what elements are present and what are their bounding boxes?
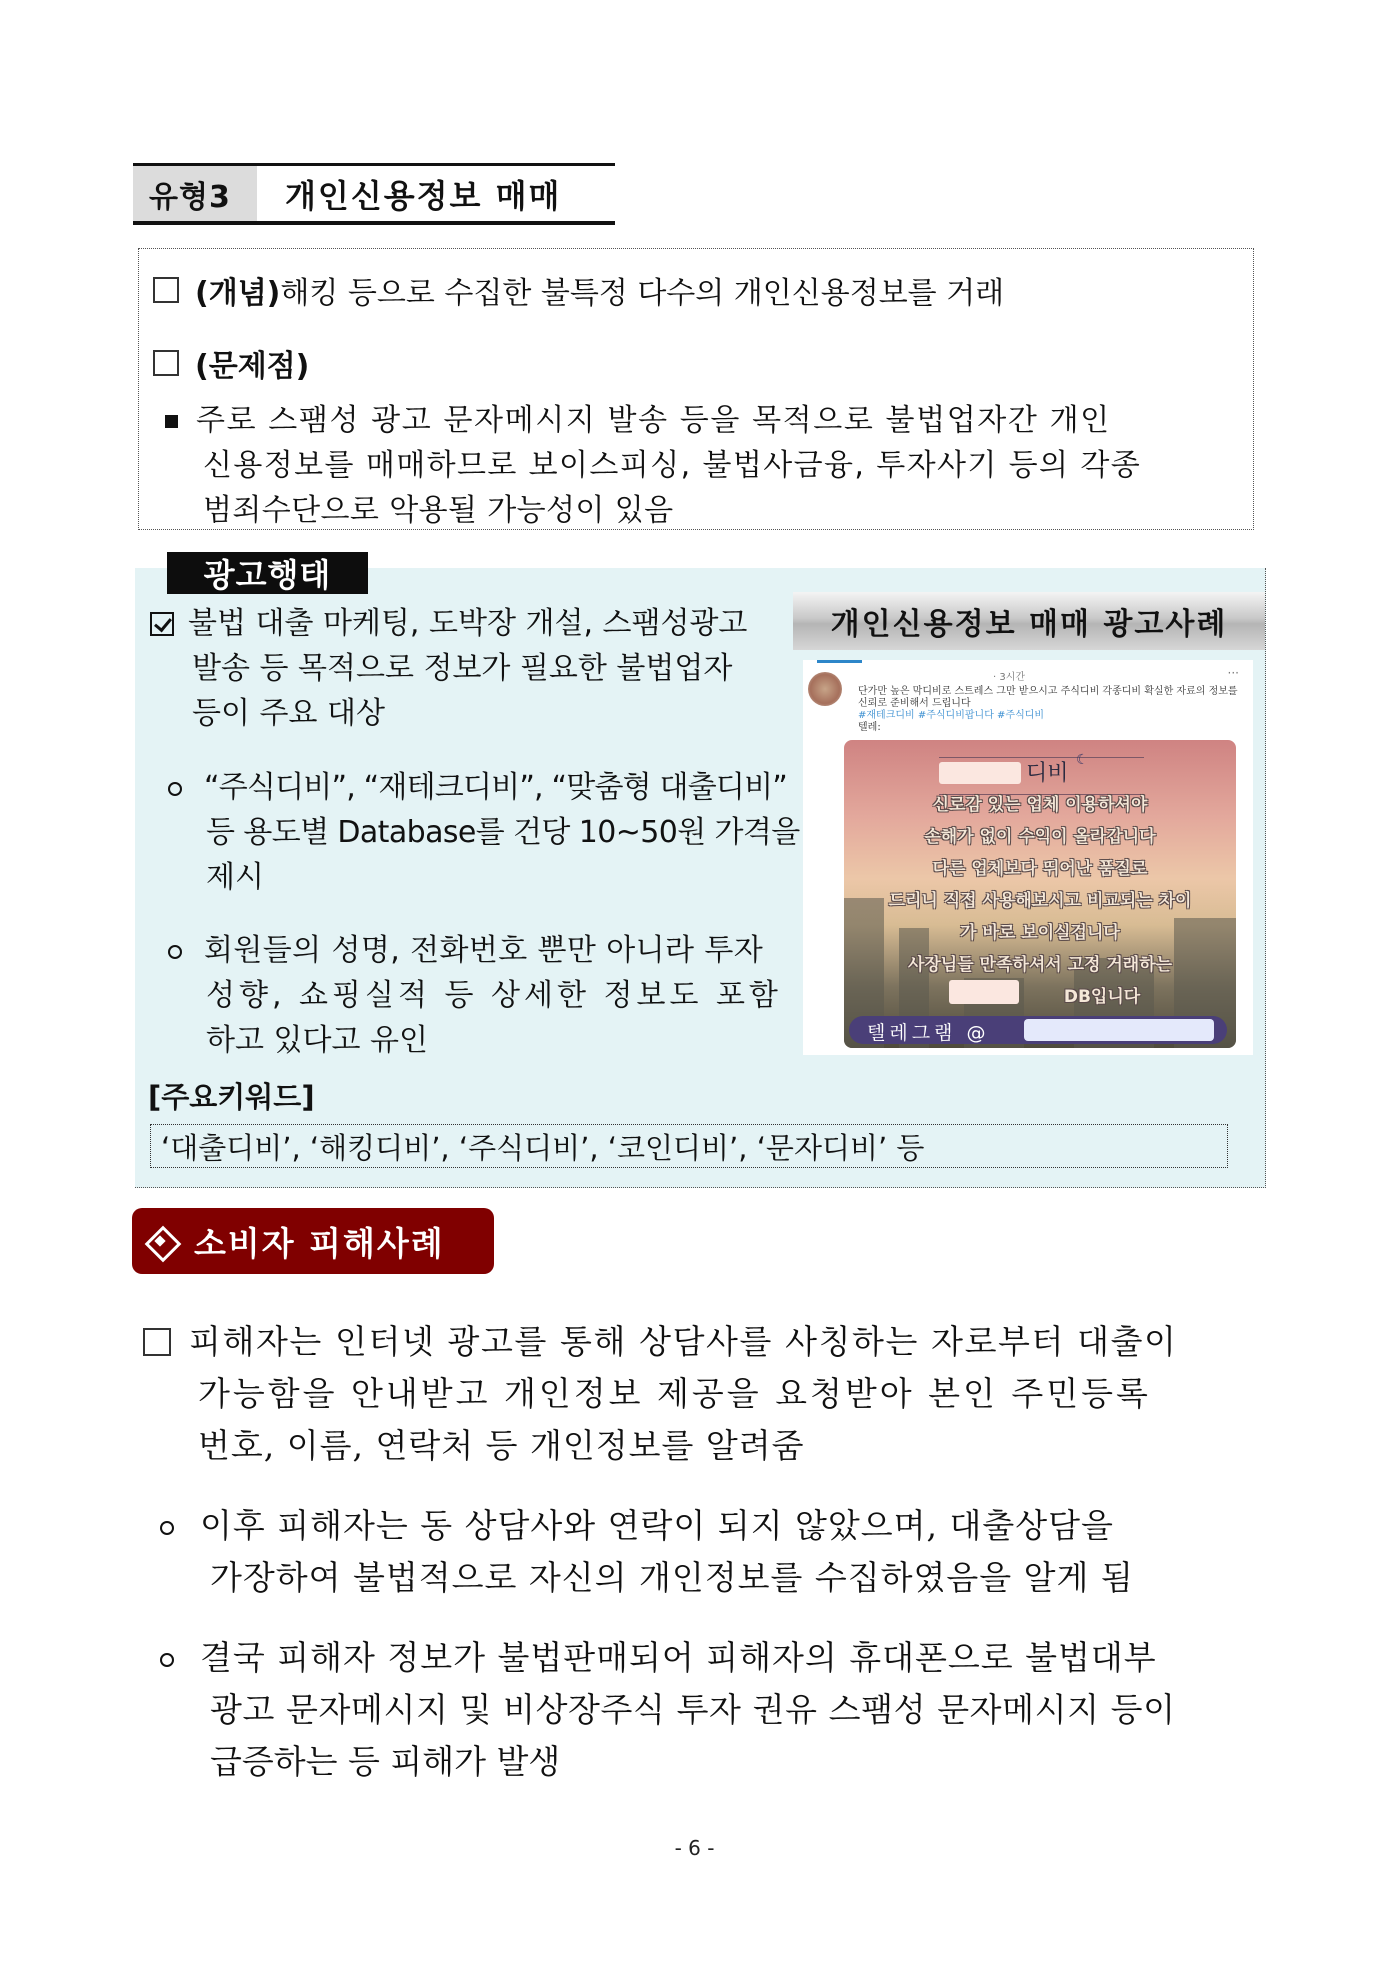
victim-bullet2-line-3: 급증하는 등 피해가 발생 [210, 1742, 561, 1781]
moon-icon: ☾ [1076, 752, 1089, 768]
promo-line-3: 다른 업체보다 뛰어난 품질로 [932, 859, 1148, 879]
redacted-telegram-id [1024, 1019, 1214, 1041]
victim-para-line-3: 번호, 이름, 연락처 등 개인정보를 알려줌 [198, 1426, 805, 1465]
promo-image [844, 740, 1236, 1048]
concept-text: 해킹 등으로 수집한 불특정 다수의 개인신용정보를 거래 [280, 276, 1005, 311]
concept-row [153, 268, 1004, 312]
victim-para-line-2: 가능함을 안내받고 개인정보 제공을 요청받아 본인 주민등록 [198, 1374, 1151, 1413]
victim-header-label: 소비자 피해사례 [194, 1223, 445, 1263]
post-telegram: 텔레: [858, 722, 881, 733]
problem-row [153, 341, 309, 385]
promo-line-4: 드리니 직접 사용해보시고 비교되는 차이 [888, 891, 1192, 911]
card-accent-bar [817, 660, 862, 663]
telegram-label: 텔레그램 @ [867, 1022, 990, 1044]
victim-bullet1-line-2: 가장하여 불법적으로 자신의 개인정보를 수집하였음을 알게 됨 [210, 1558, 1134, 1597]
concept-label: (개념) [195, 276, 281, 311]
profile-avatar [808, 672, 842, 706]
ad-bullet2-line-3: 하고 있다고 유인 [206, 1023, 428, 1058]
problem-line-2: 신용정보를 매매하므로 보이스피싱, 불법사금융, 투자사기 등의 각종 [203, 448, 1142, 483]
telegram-bar [849, 1016, 1227, 1044]
problem-line-1: 주로 스팸성 광고 문자메시지 발송 등을 목적으로 불법업자간 개인 [165, 395, 1111, 439]
post-time: · 3시간 [993, 672, 1026, 683]
circle-bullet-icon [160, 1653, 174, 1667]
ad-bullet2-line-1: 회원들의 성명, 전화번호 뿐만 아니라 투자 [168, 925, 763, 969]
diamond-icon [146, 1227, 174, 1255]
post-text: 단가만 높은 막디비로 스트레스 그만 받으시고 주식디비 각종디비 확실한 자료의 정보를 신뢰로 준비해서 드립니다 [858, 686, 1238, 709]
circle-bullet-icon [168, 945, 182, 959]
redacted-name [939, 762, 1021, 784]
section-type-header [133, 163, 615, 225]
page-number: - 6 - [674, 1836, 715, 1860]
promo-line-7: DB입니다 [1063, 987, 1141, 1007]
ad-pattern-tag: 광고행태 [167, 552, 368, 594]
promo-title: 디비 [1026, 761, 1069, 786]
promo-line-6: 사장님들 만족하셔서 고정 거래하는 [907, 955, 1173, 975]
ad-bullet2-line-2: 성향, 쇼핑실적 등 상세한 정보도 포함 [206, 978, 782, 1013]
empty-square-icon [143, 1328, 171, 1356]
keywords-box [150, 1124, 1228, 1168]
victim-bullet2-line-1: 결국 피해자 정보가 불법판매되어 피해자의 휴대폰으로 불법대부 [160, 1632, 1157, 1679]
post-body [858, 680, 1238, 734]
promo-line-1: 신로감 있는 업체 이용하셔야 [932, 795, 1148, 815]
promo-line-2: 손해가 없이 수익이 올라갑니다 [924, 827, 1156, 847]
ad-bullet1-line-1: “주식디비”, “재테크디비”, “맞춤형 대출디비” [168, 762, 787, 806]
type-title: 개인신용정보 매매 [285, 176, 562, 215]
victim-bullet2-line-2: 광고 문자메시지 및 비상장주식 투자 권유 스팸성 문자메시지 등이 [210, 1690, 1176, 1729]
circle-bullet-icon [160, 1521, 174, 1535]
problem-label: (문제점) [195, 349, 310, 384]
ad-bullet1-line-3: 제시 [206, 860, 264, 895]
more-options-icon: ··· [1227, 666, 1239, 680]
ad-case-screenshot [803, 660, 1253, 1055]
ad-check-line-1: 불법 대출 마케팅, 도박장 개설, 스팸성광고 [150, 598, 747, 642]
ad-case-title: 개인신용정보 매매 광고사례 [793, 592, 1265, 650]
problem-line-3: 범죄수단으로 악용될 가능성이 있음 [203, 493, 674, 528]
empty-square-icon [153, 277, 179, 303]
ad-bullet1-line-2: 등 용도별 Database를 건당 10~50원 가격을 [206, 815, 800, 850]
checked-box-icon [150, 612, 174, 636]
promo-line-5: 가 바로 보이실겁니다 [960, 923, 1120, 943]
post-hashtags: #재테크디비 #주식디비팝니다 #주식디비 [858, 710, 1045, 721]
black-square-bullet-icon [165, 415, 178, 428]
ad-check-line-3: 등이 주요 대상 [192, 696, 385, 731]
ad-check-line-2: 발송 등 목적으로 정보가 필요한 불법업자 [192, 651, 733, 686]
victim-bullet1-line-1: 이후 피해자는 동 상담사와 연락이 되지 않았으며, 대출상담을 [160, 1500, 1114, 1547]
keywords-title: [주요키워드] [148, 1080, 315, 1114]
victim-case-header [132, 1208, 494, 1274]
type-label: 유형3 [133, 166, 257, 221]
empty-square-icon [153, 350, 179, 376]
keywords-text: ‘대출디비’, ‘해킹디비’, ‘주식디비’, ‘코인디비’, ‘문자디비’ 등 [161, 1130, 925, 1165]
victim-para-line-1: 피해자는 인터넷 광고를 통해 상담사를 사칭하는 자로부터 대출이 [143, 1316, 1178, 1363]
circle-bullet-icon [168, 782, 182, 796]
